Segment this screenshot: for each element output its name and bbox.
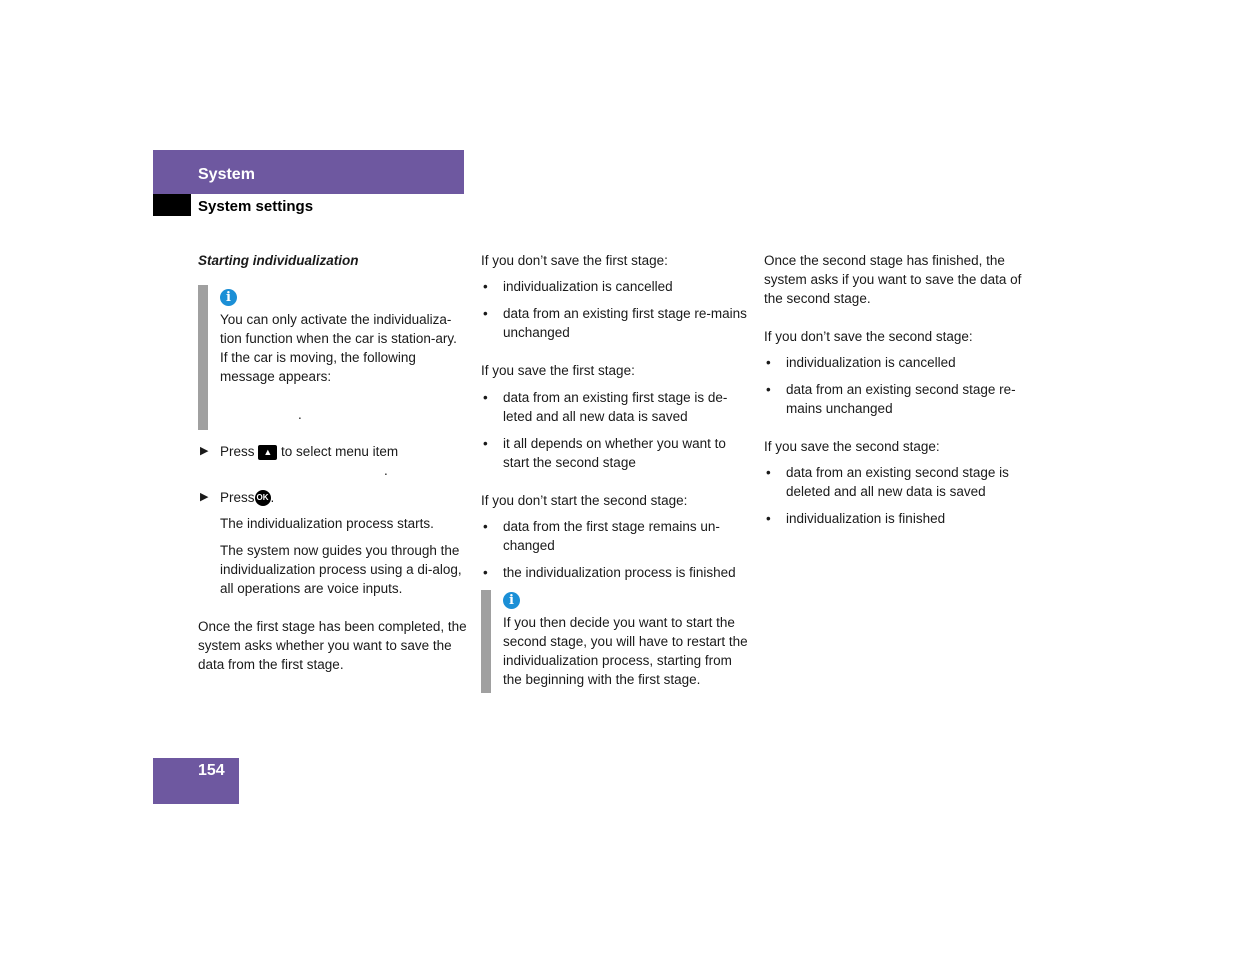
list-item (764, 353, 1036, 372)
step-select-menu (198, 442, 468, 480)
page-number-box (153, 758, 239, 804)
list-item (764, 380, 1036, 418)
list-item (481, 563, 753, 582)
note-bar (198, 285, 208, 430)
column-1 (198, 251, 468, 674)
list-item-text: individualization is finished (786, 511, 946, 526)
list-item-text: the individualization process is finished (503, 565, 736, 580)
step-press-ok (198, 488, 468, 507)
note-text: If you then decide you want to start the second stage, you will have to restart the individualization process, starting from the beginning with the first stage. (503, 615, 748, 687)
step-tail: . (384, 463, 388, 478)
step-arrow-icon: ▶ (200, 445, 209, 457)
info-icon: i (220, 289, 237, 306)
list-item (481, 304, 753, 342)
paragraph: If you save the second stage: (764, 439, 940, 454)
list-item-text: data from an existing second stage is deleted and all new data is saved (786, 465, 1009, 499)
list-item (764, 509, 1036, 528)
list-item-text: data from an existing first stage re-mains unchanged (503, 306, 747, 340)
list-item-text: data from an existing first stage is de-leted and all new data is saved (503, 390, 728, 424)
bullet-list (764, 463, 1036, 528)
bullet-icon: • (766, 382, 771, 397)
info-note (198, 285, 468, 430)
bullet-icon: • (766, 465, 771, 480)
result-text: The individualization process starts. (220, 516, 434, 531)
bullet-icon: • (483, 279, 488, 294)
info-icon: i (503, 592, 520, 609)
list-item (481, 517, 753, 555)
list-item-text: data from an existing second stage re-mains unchanged (786, 382, 1016, 416)
step-text: Press (220, 490, 255, 505)
bullet-list (481, 517, 753, 582)
paragraph: If you don’t save the second stage: (764, 329, 973, 344)
list-item-text: it all depends on whether you want to start the second stage (503, 436, 726, 470)
list-item (481, 388, 753, 426)
paragraph: Once the second stage has finished, the system asks if you want to save the data of the second stage. (764, 253, 1022, 306)
ok-key-icon: OK (255, 490, 271, 506)
bullet-icon: • (483, 519, 488, 534)
column-3 (764, 251, 1036, 536)
step-text: to select menu item (281, 444, 399, 459)
bullet-list (764, 353, 1036, 418)
bullet-icon: • (483, 565, 488, 580)
paragraph: If you save the first stage: (481, 363, 635, 378)
bullet-icon: • (483, 436, 488, 451)
result-text: The system now guides you through the individualization process using a di-alog, all operations are voice inputs. (220, 543, 462, 596)
bullet-icon: • (766, 511, 771, 526)
list-item-text: data from the first stage remains un-changed (503, 519, 720, 553)
bullet-list (481, 388, 753, 472)
list-item-text: individualization is cancelled (503, 279, 673, 294)
step-text: Press (220, 444, 255, 459)
column-2 (481, 251, 753, 693)
step-arrow-icon: ▶ (200, 491, 209, 503)
list-item (764, 463, 1036, 501)
bullet-icon: • (483, 306, 488, 321)
step-text: . (270, 490, 275, 505)
paragraph: If you don’t start the second stage: (481, 493, 688, 508)
subsection-title: System settings (198, 198, 314, 215)
subsection-marker (153, 194, 191, 216)
note-tail: . (298, 407, 302, 422)
subheading: Starting individualization (198, 253, 359, 268)
up-key-icon: ▲ (258, 445, 277, 460)
bullet-icon: • (766, 355, 771, 370)
note-bar (481, 590, 491, 693)
note-text: You can only activate the individualiza-tion function when the car is station-ary. If the car is moving, the following message appears: (220, 312, 457, 384)
section-title: System (198, 166, 255, 183)
list-item (481, 277, 753, 296)
info-note (481, 590, 753, 693)
list-item-text: individualization is cancelled (786, 355, 956, 370)
list-item (481, 434, 753, 472)
bullet-list (481, 277, 753, 342)
bullet-icon: • (483, 390, 488, 405)
paragraph: Once the first stage has been completed, the system asks whether you want to save the data from the first stage. (198, 619, 467, 672)
page-number: 154 (198, 762, 225, 779)
paragraph: If you don’t save the first stage: (481, 253, 668, 268)
